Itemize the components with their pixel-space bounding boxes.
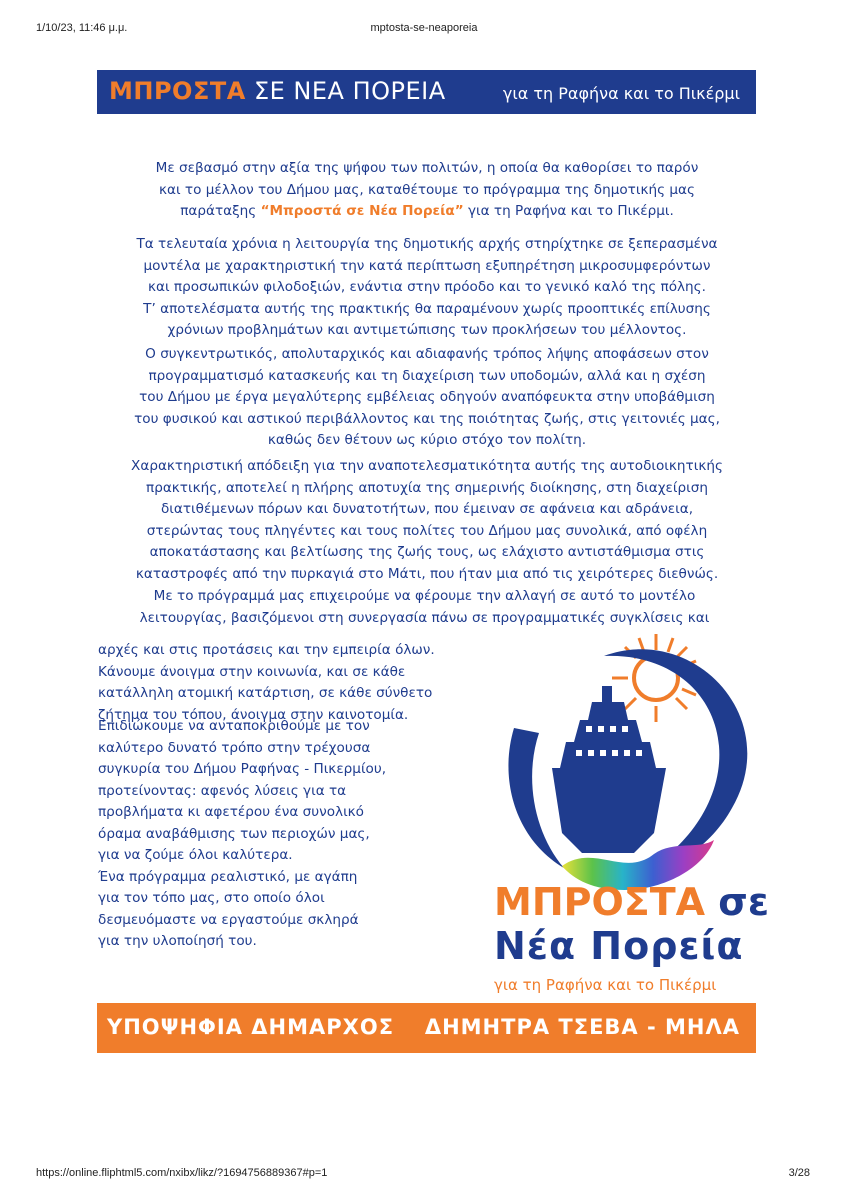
header-banner xyxy=(97,70,756,114)
text-line: αποκατάστασης και βελτίωσης της ζωής τους, ως ελάχιστο αντιστάθμισμα στις xyxy=(149,544,705,560)
candidate-name: ΔΗΜΗΤΡΑ ΤΣΕΒΑ - ΜΗΛΑ xyxy=(424,1015,740,1039)
banner-title-orange: ΜΠΡΟΣΤΑ xyxy=(109,77,246,105)
candidate-role: ΥΠΟΨΗΦΙΑ ΔΗΜΑΡΧΟΣ xyxy=(107,1015,395,1039)
text-line: διατιθέμενων πόρων και δυνατοτήτων, που έμειναν σε αφάνεια και αδράνεια, xyxy=(160,501,694,517)
text-line: καθώς δεν θέτουν ως κύριο στόχο τον πολίτη. xyxy=(267,432,587,448)
text-line: λειτουργίας, βασιζόμενοι στη συνεργασία πάνω σε προγραμματικές συγκλίσεις και xyxy=(139,609,710,626)
text-line: προτείνοντας: αφενός λύσεις για τα xyxy=(98,782,347,799)
banner-subtitle: για τη Ραφήνα και το Πικέρμι xyxy=(502,84,740,103)
text-line: προγραμματισμό κατασκευής και τη διαχείριση των υποδομών, αλλά και η σχέση xyxy=(148,367,706,384)
print-url: https://online.fliphtml5.com/nxibx/likz/?1694756889367#p=1 xyxy=(36,1167,328,1179)
text-line: για την υλοποίησή του. xyxy=(98,933,257,949)
text-line: Τα τελευταία χρόνια η λειτουργία της δημοτικής αρχής στηρίχτηκε σε ξεπερασμένα xyxy=(136,236,718,252)
print-datetime: 1/10/23, 11:46 μ.μ. xyxy=(36,22,128,34)
text-line: Τ’ αποτελέσματα αυτής της πρακτικής θα παραμένουν χωρίς προοπτικές επίλυσης xyxy=(143,300,711,317)
text-line: Ο συγκεντρωτικός, απολυταρχικός και αδιαφανής τρόπος λήψης αποφάσεων στον xyxy=(145,346,709,362)
text-line: προβλήματα κι αφετέρου ένα συνολικό xyxy=(98,804,365,820)
text-line: του φυσικού και αστικού περιβάλλοντος και της ποιότητας ζωής, στις γειτονιές μας, xyxy=(134,410,720,427)
text-line: κατάλληλη ατομική κατάρτιση, σε κάθε σύνθετο xyxy=(98,685,433,701)
text-fragment: παράταξης xyxy=(180,203,261,219)
paragraph-4 xyxy=(97,456,757,585)
print-page-counter: 3/28 xyxy=(788,1167,810,1179)
paragraph-6 xyxy=(98,716,478,953)
print-footer xyxy=(0,1167,848,1181)
brand-word-blue: σε xyxy=(718,880,770,924)
brand-line-2: Νέα Πορεία xyxy=(494,924,744,968)
text-line: για τον τόπο μας, στο οποίο όλοι xyxy=(98,890,325,906)
print-header xyxy=(0,22,848,36)
text-line: δεσμευόμαστε να εργαστούμε σκληρά xyxy=(98,911,359,928)
text-fragment: για τη Ραφήνα και το Πικέρμι. xyxy=(463,203,674,219)
text-line: Κάνουμε άνοιγμα στην κοινωνία, και σε κάθε xyxy=(98,663,406,680)
brand-word-orange: ΜΠΡΟΣΤΑ xyxy=(494,880,706,924)
paragraph-intro xyxy=(97,158,757,223)
text-line: όραμα αναβάθμισης των περιοχών μας, xyxy=(98,825,370,842)
paragraph-3 xyxy=(97,344,757,452)
text-line xyxy=(97,201,757,223)
text-line: στερώντας τους πληγέντες και τους πολίτες του Δήμου μας συνολικά, από οφέλη xyxy=(146,522,708,539)
text-line: καλύτερο δυνατό τρόπο στην τρέχουσα xyxy=(98,739,371,756)
paragraph-5-continued xyxy=(98,640,478,726)
text-line: καταστροφές από την πυρκαγιά στο Μάτι, που ήταν μια από τις χειρότερες διεθνώς. xyxy=(135,565,719,582)
text-line: Επιδιώκουμε να ανταποκριθούμε με τον xyxy=(98,718,370,734)
text-line: πρακτικής, αποτελεί η πλήρης αποτυχία της σημερινής διοίκησης, στη διαχείριση xyxy=(146,479,708,496)
text-line: Με το πρόγραμμά μας επιχειρούμε να φέρουμε την αλλαγή σε αυτό το μοντέλο xyxy=(153,588,696,604)
text-line: ζήτημα του τόπου, άνοιγμα στην καινοτομία. xyxy=(98,706,409,723)
text-line: για να ζούμε όλοι καλύτερα. xyxy=(98,847,293,863)
ship-sun-logo-icon xyxy=(484,628,762,900)
text-line: Χαρακτηριστική απόδειξη για την αναποτελεσματικότητα αυτής της αυτοδιοικητικής xyxy=(131,458,723,474)
paragraph-2 xyxy=(97,234,757,342)
text-line: και το μέλλον του Δήμου μας, καταθέτουμε το πρόγραμμα της δημοτικής μας xyxy=(159,181,695,198)
paragraph-5 xyxy=(97,586,752,629)
brand-line-1 xyxy=(494,880,769,924)
text-line: Με σεβασμό στην αξία της ψήφου των πολιτών, η οποία θα καθορίσει το παρόν xyxy=(155,160,699,176)
brand-line-3: για τη Ραφήνα και το Πικέρμι xyxy=(494,976,717,994)
text-line: αρχές και στις προτάσεις και την εμπειρία όλων. xyxy=(98,642,435,658)
banner-title-white: ΣΕ ΝΕΑ ΠΟΡΕΙΑ xyxy=(253,77,446,105)
text-line: του Δήμου με έργα μεγαλύτερης εμβέλειας οδηγούν αναπόφευκτα στην υποβάθμιση xyxy=(139,389,715,405)
banner-title xyxy=(109,77,446,105)
text-line: χρόνιων προβλημάτων και αντιμετώπισης των προκλήσεων του μέλλοντος. xyxy=(167,322,687,338)
text-line: και προσωπικών φιλοδοξιών, ενάντια στην πρόοδο και το γενικό καλό της πόλης. xyxy=(148,279,706,295)
text-line: συγκυρία του Δήμου Ραφήνας - Πικερμίου, xyxy=(98,761,387,777)
text-line: μοντέλα με χαρακτηριστική την κατά περίπτωση εξυπηρέτηση μικροσυμφερόντων xyxy=(143,257,711,274)
candidate-banner xyxy=(97,1003,756,1053)
text-line: Ένα πρόγραμμα ρεαλιστικό, με αγάπη xyxy=(98,868,358,885)
print-page-title: mptosta-se-neaporeia xyxy=(370,22,478,34)
party-name-highlight: “Μπροστά σε Νέα Πορεία” xyxy=(260,203,464,219)
